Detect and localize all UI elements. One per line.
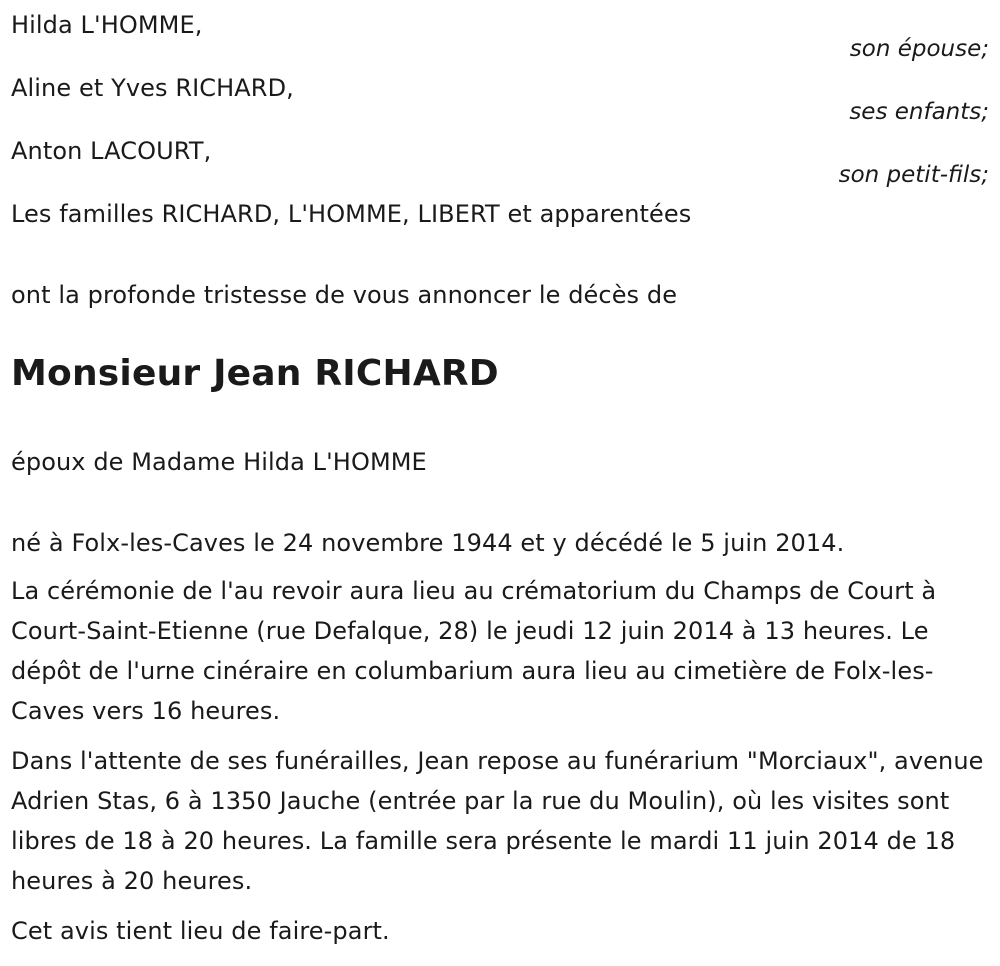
announcement-text: ont la profonde tristesse de vous annoncer le décès de	[11, 281, 678, 309]
families-line: Les familles RICHARD, L'HOMME, LIBERT et apparentées	[11, 200, 692, 228]
closing-line: Cet avis tient lieu de faire-part.	[11, 917, 390, 945]
spouse-line: époux de Madame Hilda L'HOMME	[11, 448, 427, 476]
family-member-name: Aline et Yves RICHARD,	[11, 74, 294, 102]
family-member-role: ses enfants;	[849, 99, 989, 125]
family-member-role: son épouse;	[849, 36, 989, 62]
ceremony-paragraph: La cérémonie de l'au revoir aura lieu au crématorium du Champs de Court à Court-Saint-Etienne (rue Defalque, 28) le jeudi 12 juin 2014 à 13 heures. Le dépôt de l'urne cinéraire en columbarium aura lieu au cimetière de Folx-les-Caves vers 16 heures.	[11, 577, 937, 725]
family-member-name: Anton LACOURT,	[11, 137, 212, 165]
family-member-name: Hilda L'HOMME,	[11, 11, 203, 39]
birth-death-line: né à Folx-les-Caves le 24 novembre 1944 et y décédé le 5 juin 2014.	[11, 529, 845, 557]
family-member-role: son petit-fils;	[838, 162, 989, 188]
visitation-paragraph: Dans l'attente de ses funérailles, Jean repose au funérarium "Morciaux", avenue Adrien Stas, 6 à 1350 Jauche (entrée par la rue du Moulin), où les visites sont libres de 18 à 20 heures. La famille sera présente le mardi 11 juin 2014 de 18 heures à 20 heures.	[11, 747, 984, 895]
deceased-name: Monsieur Jean RICHARD	[11, 353, 499, 394]
